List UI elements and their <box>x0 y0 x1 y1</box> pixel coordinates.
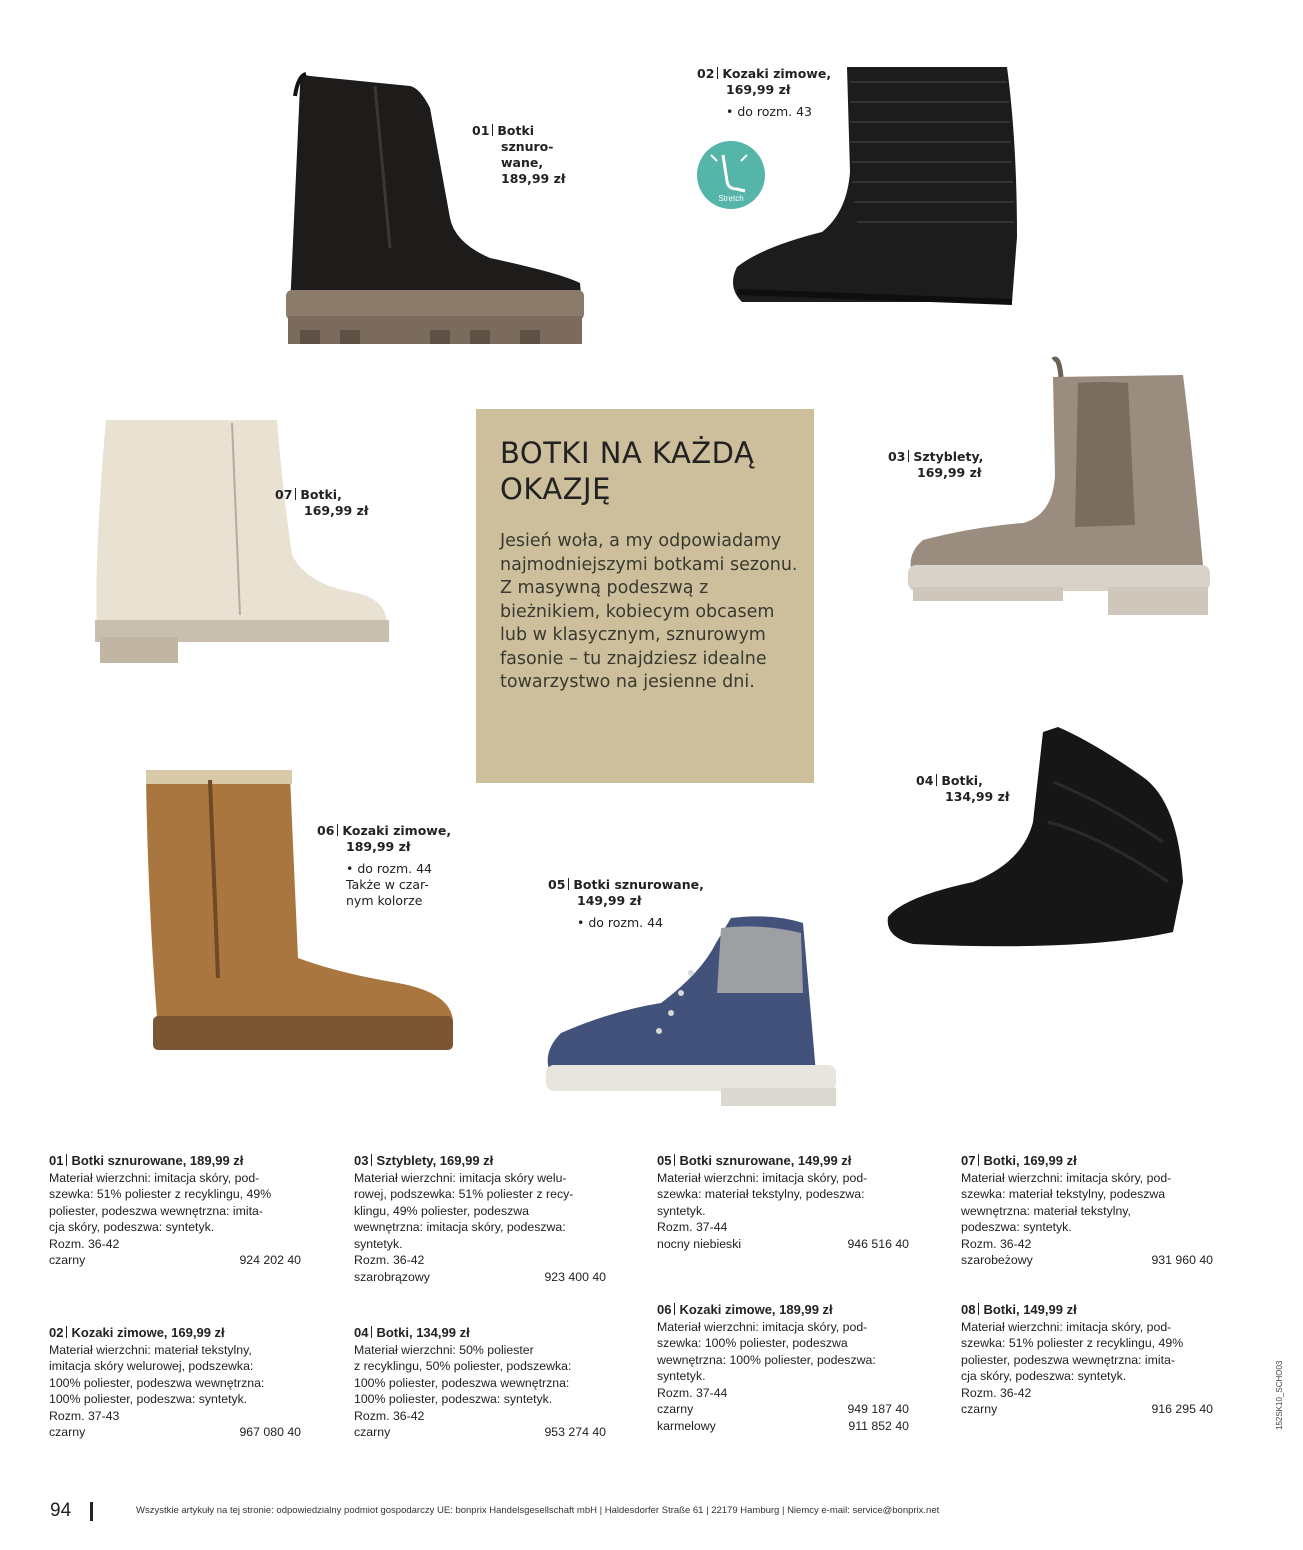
callout-number: 04 <box>916 773 934 788</box>
spec-line: poliester, podeszwa wewnętrzna: imita- <box>961 1352 1175 1367</box>
spec-line: Materiał wierzchni: imitacja skóry welu- <box>354 1170 567 1185</box>
product-image-camel-winter-boot <box>138 768 458 1058</box>
spec-line: syntetyk. <box>657 1369 706 1383</box>
spec-variant <box>354 1269 606 1286</box>
spec-variant <box>49 1424 301 1441</box>
spec-title: Sztyblety, 169,99 zł <box>376 1153 494 1168</box>
spec-08 <box>961 1302 1231 1418</box>
spec-line: Materiał wierzchni: 50% poliester <box>354 1342 534 1357</box>
spec-number: 03 <box>354 1153 369 1168</box>
spec-line: 100% poliester, podeszwa wewnętrzna: <box>49 1375 265 1390</box>
callout-line: Botki, <box>300 487 342 502</box>
spec-number: 07 <box>961 1153 976 1168</box>
variant-code: 924 202 40 <box>239 1253 301 1267</box>
spec-variant <box>961 1401 1213 1418</box>
spec-line: Rozm. 37-44 <box>657 1385 728 1400</box>
spec-variant <box>657 1236 909 1253</box>
callout-line: 169,99 zł <box>304 503 369 518</box>
variant-color: nocny niebieski <box>657 1236 742 1251</box>
spec-number: 05 <box>657 1153 672 1168</box>
stretch-badge <box>697 141 765 209</box>
spec-02 <box>49 1325 319 1441</box>
spec-line: Rozm. 36-42 <box>961 1236 1032 1251</box>
variant-color: czarny <box>49 1425 86 1439</box>
spec-number: 01 <box>49 1153 64 1168</box>
feature-title: BOTKI NA KAŻDĄ OKAZJĘ <box>500 436 755 506</box>
page-footer <box>50 1500 1180 1522</box>
callout-note: • do rozm. 44 <box>346 861 433 876</box>
variant-code: 923 400 40 <box>544 1269 606 1284</box>
spec-number: 04 <box>354 1325 369 1340</box>
spec-line: Rozm. 36-42 <box>354 1408 425 1423</box>
spec-05 <box>657 1153 927 1252</box>
spec-line: poliester, podeszwa wewnętrzna: imita- <box>49 1203 263 1218</box>
variant-code: 911 852 40 <box>848 1418 909 1433</box>
variant-color: szarobeżowy <box>961 1253 1033 1267</box>
product-image-navy-lace-up-boot <box>541 913 846 1113</box>
spec-number: 02 <box>49 1325 64 1340</box>
callout-note: • do rozm. 44 <box>577 915 664 930</box>
callout-line: Botki sznurowane, <box>573 877 704 892</box>
spec-variant <box>354 1424 606 1441</box>
spec-line: Rozm. 36-42 <box>49 1236 120 1251</box>
spec-line: szewka: materiał tekstylny, podeszwa <box>961 1187 1166 1201</box>
feature-box <box>476 409 814 783</box>
stretch-badge-label: Stretch <box>718 194 744 203</box>
spec-line: syntetyk. <box>657 1203 706 1218</box>
spec-line: syntetyk. <box>354 1236 403 1251</box>
spec-03 <box>354 1153 624 1285</box>
callout-number: 07 <box>275 487 293 502</box>
callout-03 <box>888 449 983 481</box>
variant-code: 931 960 40 <box>1151 1253 1213 1267</box>
spec-line: szewka: 100% poliester, podeszwa <box>657 1336 848 1350</box>
callout-06 <box>317 823 451 909</box>
callout-line: 189,99 zł <box>501 171 566 186</box>
callout-line: 169,99 zł <box>726 82 791 97</box>
variant-color: czarny <box>354 1425 391 1439</box>
variant-code: 967 080 40 <box>239 1425 301 1439</box>
callout-01 <box>472 123 566 187</box>
callout-07 <box>275 487 369 519</box>
spec-line: szewka: 51% poliester z recyklingu, 49% <box>961 1336 1184 1350</box>
spec-06 <box>657 1302 927 1434</box>
page-number: 94 <box>50 1500 72 1521</box>
variant-code: 949 187 40 <box>847 1402 909 1416</box>
spec-01 <box>49 1153 319 1269</box>
product-image-black-lace-up-boot <box>280 68 590 358</box>
callout-05 <box>548 877 704 931</box>
product-image-taupe-chelsea-boot <box>903 355 1215 620</box>
legal-footnote: Wszystkie artykuły na tej stronie: odpowiedzialny podmiot gospodarczy UE: bonprix Handelsgesellschaft mbH | Haldesdorfer Straße 61 | 22179 Hamburg | Niemcy e-mail: service@bonprix.net <box>136 1505 940 1516</box>
spec-line: Rozm. 37-44 <box>657 1220 728 1234</box>
variant-color: czarny <box>49 1253 86 1267</box>
spec-variant <box>961 1252 1213 1269</box>
callout-number: 06 <box>317 823 335 838</box>
spec-line: rowej, podszewka: 51% poliester z recy- <box>354 1187 574 1201</box>
spec-line: szewka: materiał tekstylny, podeszwa: <box>657 1187 865 1201</box>
spec-line: 100% poliester, podeszwa: syntetyk. <box>49 1392 248 1406</box>
variant-color: czarny <box>657 1402 694 1416</box>
callout-line: 134,99 zł <box>945 789 1010 804</box>
catalog-code: 152SK10_SCHO03 <box>1275 1360 1284 1430</box>
spec-title: Botki, 149,99 zł <box>983 1302 1077 1317</box>
callout-note: Także w czar- <box>346 877 429 892</box>
spec-line: imitacja skóry welurowej, podszewka: <box>49 1359 254 1373</box>
variant-code: 953 274 40 <box>544 1425 606 1439</box>
spec-number: 08 <box>961 1302 976 1317</box>
callout-note: nym kolorze <box>346 893 423 908</box>
callout-number: 01 <box>472 123 490 138</box>
spec-line: Rozm. 36-42 <box>961 1385 1032 1400</box>
callout-line: Botki, <box>941 773 983 788</box>
feature-text: Jesień woła, a my odpowiadamy najmodniejszymi botkami sezonu. Z masywną podeszwą z bieżnikiem, kobiecym obcasem lub w klasycznym, sznurowym fasonie – tu znajdziesz idealne towarzystwo na jesienne dni. <box>500 531 798 692</box>
spec-line: wewnętrzna: materiał tekstylny, <box>961 1203 1131 1218</box>
callout-line: 189,99 zł <box>346 839 411 854</box>
spec-line: szewka: 51% poliester z recyklingu, 49% <box>49 1187 272 1201</box>
callout-line: 169,99 zł <box>917 465 982 480</box>
variant-code: 916 295 40 <box>1151 1402 1213 1416</box>
spec-line: Materiał wierzchni: imitacja skóry, pod- <box>657 1319 868 1334</box>
spec-line: Materiał wierzchni: imitacja skóry, pod- <box>49 1170 260 1185</box>
product-image-beige-zip-boot <box>92 415 397 665</box>
spec-line: Materiał wierzchni: materiał tekstylny, <box>49 1342 252 1357</box>
spec-line: 100% poliester, podeszwa wewnętrzna: <box>354 1375 570 1390</box>
variant-color: szarobrązowy <box>354 1269 430 1284</box>
spec-line: 100% poliester, podeszwa: syntetyk. <box>354 1392 553 1406</box>
variant-color: czarny <box>961 1402 998 1416</box>
spec-line: Materiał wierzchni: imitacja skóry, pod- <box>961 1170 1172 1185</box>
callout-line: Sztyblety, <box>913 449 984 464</box>
spec-line: Materiał wierzchni: imitacja skóry, pod- <box>961 1319 1172 1334</box>
spec-variant <box>657 1401 909 1418</box>
spec-variant <box>49 1252 301 1269</box>
spec-title: Botki sznurowane, 189,99 zł <box>71 1153 244 1168</box>
callout-line: sznuro- <box>501 139 554 154</box>
spec-title: Kozaki zimowe, 169,99 zł <box>71 1325 225 1340</box>
spec-07 <box>961 1153 1231 1269</box>
page-number-divider <box>90 1502 93 1521</box>
spec-line: wewnętrzna: 100% poliester, podeszwa: <box>657 1352 876 1367</box>
spec-line: cja skóry, podeszwa: syntetyk. <box>49 1220 215 1234</box>
callout-note: • do rozm. 43 <box>726 104 813 119</box>
callout-04 <box>916 773 1010 805</box>
callout-line: Kozaki zimowe, <box>722 66 832 81</box>
spec-title: Botki sznurowane, 149,99 zł <box>679 1153 852 1168</box>
spec-04 <box>354 1325 624 1441</box>
callout-number: 05 <box>548 877 566 892</box>
callout-line: wane, <box>501 155 544 170</box>
spec-title: Botki, 169,99 zł <box>983 1153 1077 1168</box>
spec-line: z recyklingu, 50% poliester, podszewka: <box>354 1359 572 1373</box>
callout-02 <box>697 66 831 120</box>
spec-line: cja skóry, podeszwa: syntetyk. <box>961 1369 1127 1383</box>
spec-variant <box>657 1418 909 1435</box>
spec-line: Rozm. 37-43 <box>49 1408 120 1423</box>
product-image-black-slouch-boot <box>883 722 1193 952</box>
spec-number: 06 <box>657 1302 672 1317</box>
callout-number: 03 <box>888 449 906 464</box>
spec-title: Botki, 134,99 zł <box>376 1325 470 1340</box>
spec-line: podeszwa: syntetyk. <box>961 1220 1072 1234</box>
spec-title: Kozaki zimowe, 189,99 zł <box>679 1302 833 1317</box>
variant-color: karmelowy <box>657 1418 716 1433</box>
spec-line: Materiał wierzchni: imitacja skóry, pod- <box>657 1170 868 1185</box>
callout-line: Botki <box>497 123 535 138</box>
variant-code: 946 516 40 <box>847 1236 909 1251</box>
spec-line: Rozm. 36-42 <box>354 1253 425 1267</box>
spec-line: klingu, 49% poliester, podeszwa <box>354 1203 529 1218</box>
callout-line: Kozaki zimowe, <box>342 823 452 838</box>
callout-line: 149,99 zł <box>577 893 642 908</box>
spec-line: wewnętrzna: imitacja skóry, podeszwa: <box>354 1220 566 1234</box>
callout-number: 02 <box>697 66 715 81</box>
